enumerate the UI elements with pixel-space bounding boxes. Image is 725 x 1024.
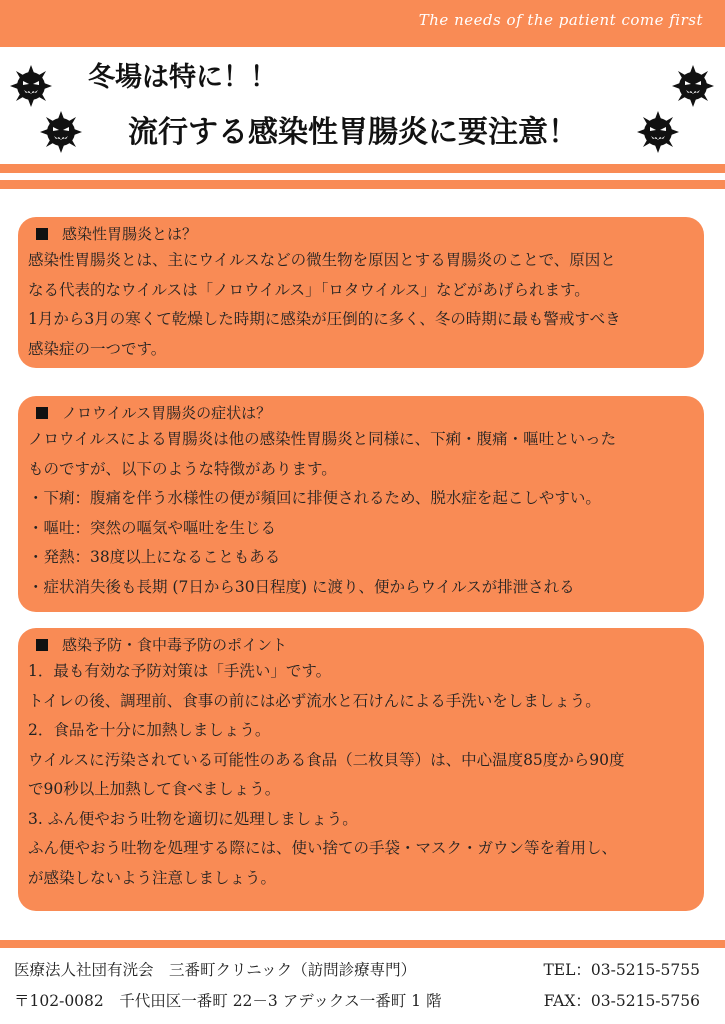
section-heading-text: ノロウイルス胃腸炎の症状は？ (62, 404, 272, 422)
clinic-address: 〒102-0082 千代田区一番町 22－3 アデックス一番町 1 階 (14, 992, 442, 1010)
germ-icon (38, 108, 84, 154)
germ-icon (670, 62, 716, 108)
body-line: 1月から3月の寒くて乾燥した時期に感染が圧倒的に多く、冬の時期に最も警戒すべき (28, 310, 621, 328)
header-stripe (0, 164, 725, 173)
body-line: トイレの後、調理前、食事の前には必ず流水と石けんによる手洗いをしましょう。 (28, 691, 601, 710)
title-line-2: 流行する感染性胃腸炎に要注意！ (128, 115, 578, 150)
body-line: ウイルスに汚染されている可能性のある食品（二枚貝等）は、中心温度85度から90度 (28, 750, 625, 769)
body-line: なる代表的なウイルスは「ノロウイルス」「ロタウイルス」などがあげられます。 (28, 280, 590, 299)
footer-address-line (14, 989, 714, 1011)
title-line-1: 冬場は特に！！ (88, 62, 277, 93)
body-line: ものですが、以下のような特徴があります。 (28, 459, 337, 478)
section-heading-text: 感染予防・食中毒予防のポイント (62, 636, 288, 654)
section-heading (36, 633, 694, 657)
section-heading (36, 222, 694, 246)
clinic-name: 医療法人社団有洸会 三番町クリニック（訪問診療専門） (14, 961, 417, 979)
section-heading (36, 401, 694, 425)
symptom-item: ・発熱：38度以上になることもある (28, 548, 281, 566)
clinic-tel: TEL：03-5215-5755 (543, 961, 700, 979)
tagline: The needs of the patient come first (418, 11, 703, 29)
clinic-fax: FAX：03-5215-5756 (543, 992, 700, 1010)
section-symptoms (18, 396, 704, 612)
footer-org-line (14, 958, 714, 980)
section-prevention (18, 628, 704, 911)
section-what-is (18, 217, 704, 368)
body-line: で90秒以上加熱して食べましょう。 (28, 780, 281, 798)
symptom-item: ・症状消失後も長期 (7日から30日程度) に渡り、便からウイルスが排泄される (28, 577, 575, 596)
footer-bar (0, 940, 725, 948)
prevention-point: 1．最も有効な予防対策は「手洗い」です。 (28, 662, 332, 680)
body-line: 感染症の一つです。 (28, 339, 167, 358)
germ-icon (635, 108, 681, 154)
germ-icon (8, 62, 54, 108)
body-line: 感染性胃腸炎とは、主にウイルスなどの微生物を原因とする胃腸炎のことで、原因と (28, 251, 616, 269)
square-bullet-icon (36, 639, 48, 651)
square-bullet-icon (36, 407, 48, 419)
body-line: ノロウイルスによる胃腸炎は他の感染性胃腸炎と同様に、下痢・腹痛・嘔吐といった (28, 430, 617, 448)
section-heading-text: 感染性胃腸炎とは？ (62, 225, 198, 243)
symptom-item: ・下痢：腹痛を伴う水様性の便が頻回に排便されるため、脱水症を起こしやすい。 (28, 489, 601, 507)
header-bar (0, 0, 725, 47)
body-line: ふん便やおう吐物を処理する際には、使い捨ての手袋・マスク・ガウン等を着用し、 (28, 839, 618, 857)
body-line: が感染しないよう注意しましょう。 (28, 868, 277, 887)
prevention-point: 3. ふん便やおう吐物を適切に処理しましょう。 (28, 809, 358, 828)
header-stripe (0, 180, 725, 189)
symptom-item: ・嘔吐：突然の嘔気や嘔吐を生じる (28, 518, 277, 537)
prevention-point: 2．食品を十分に加熱しましょう。 (28, 721, 271, 739)
square-bullet-icon (36, 228, 48, 240)
